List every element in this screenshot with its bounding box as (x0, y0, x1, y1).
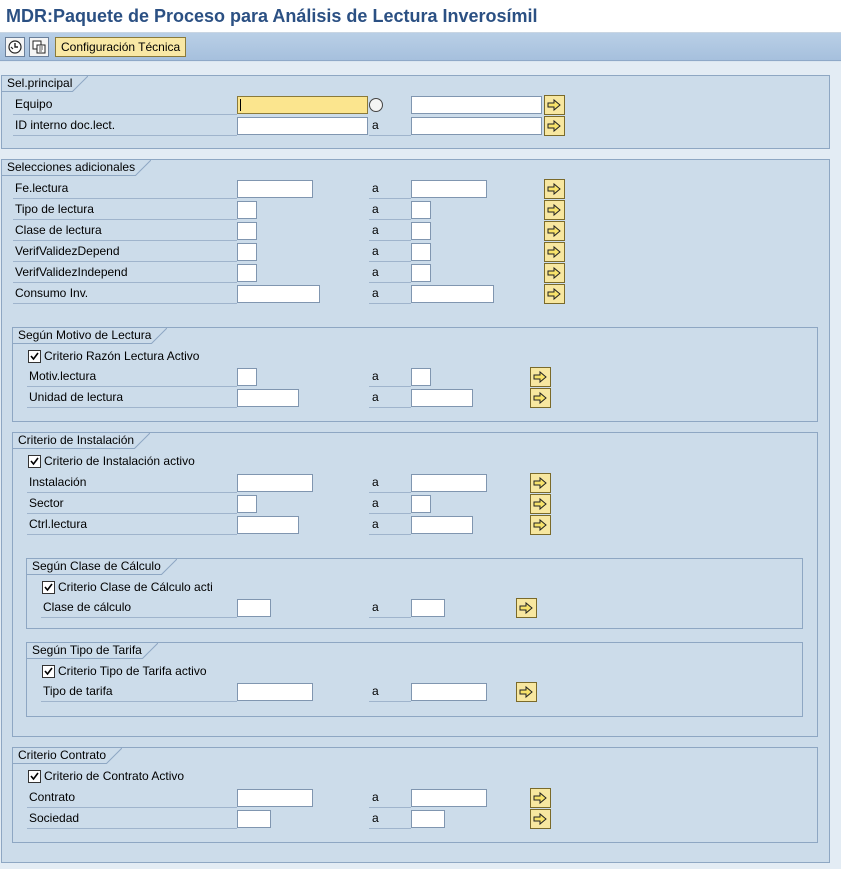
group-title (2, 160, 151, 176)
clase-calculo-multiple-selection-button[interactable] (516, 598, 537, 618)
checkbox-checked-icon (42, 581, 55, 594)
tariff-type-group (26, 642, 803, 717)
group-title-text: Selecciones adicionales (7, 160, 136, 174)
group-title (13, 748, 122, 764)
selection-screen (0, 62, 841, 869)
additional-selections-group (1, 159, 830, 863)
group-title (2, 76, 88, 92)
field-label-equipo: Equipo (13, 95, 237, 115)
clase-calculo-from-input[interactable] (237, 599, 271, 617)
calc-class-group (26, 558, 803, 629)
field-label-tipo-lectura: Tipo de lectura (13, 200, 237, 220)
arrow-right-icon (547, 119, 562, 133)
verif-depend-multiple-selection-button[interactable] (544, 242, 565, 262)
group-title-text: Según Tipo de Tarifa (32, 643, 142, 657)
sociedad-to-input[interactable] (411, 810, 445, 828)
title-tab-edge (72, 76, 88, 92)
verif-independ-to-input[interactable] (411, 264, 431, 282)
arrow-right-icon (533, 497, 548, 511)
checkbox-label: Criterio de Instalación activo (44, 454, 195, 468)
to-label: a (369, 116, 411, 136)
tipo-lectura-multiple-selection-button[interactable] (544, 200, 565, 220)
main-selection-group (1, 75, 830, 149)
tipo-tarifa-to-input[interactable] (411, 683, 487, 701)
to-label: a (369, 221, 411, 241)
arrow-right-icon (547, 224, 562, 238)
to-label: a (369, 179, 411, 199)
group-title-text: Sel.principal (7, 76, 73, 90)
group-title-text: Criterio de Instalación (18, 433, 135, 447)
verif-depend-to-input[interactable] (411, 243, 431, 261)
tipo-tarifa-multiple-selection-button[interactable] (516, 682, 537, 702)
group-title (13, 328, 167, 344)
fe-lectura-from-input[interactable] (237, 180, 313, 198)
unidad-lectura-to-input[interactable] (411, 389, 473, 407)
group-title (27, 559, 177, 575)
to-label: a (369, 473, 411, 493)
verif-independ-multiple-selection-button[interactable] (544, 263, 565, 283)
tipo-lectura-to-input[interactable] (411, 201, 431, 219)
id-interno-to-input[interactable] (411, 117, 542, 135)
unidad-lectura-from-input[interactable] (237, 389, 299, 407)
field-label-consumo-inv: Consumo Inv. (13, 284, 237, 304)
field-label-clase-calculo: Clase de cálculo (41, 598, 237, 618)
clase-calculo-to-input[interactable] (411, 599, 445, 617)
ctrl-lectura-from-input[interactable] (237, 516, 299, 534)
technical-settings-button[interactable]: Configuración Técnica (55, 37, 186, 57)
contrato-from-input[interactable] (237, 789, 313, 807)
fe-lectura-multiple-selection-button[interactable] (544, 179, 565, 199)
installation-criteria-group (12, 432, 818, 737)
consumo-inv-to-input[interactable] (411, 285, 494, 303)
execute-icon (8, 40, 22, 54)
arrow-right-icon (547, 287, 562, 301)
title-bar (0, 0, 841, 33)
id-interno-multiple-selection-button[interactable] (544, 116, 565, 136)
arrow-right-icon (519, 601, 534, 615)
equipo-multiple-selection-button[interactable] (544, 95, 565, 115)
field-label-tipo-tarifa: Tipo de tarifa (41, 682, 237, 702)
group-title (27, 643, 158, 659)
tipo-tarifa-from-input[interactable] (237, 683, 313, 701)
arrow-right-icon (533, 791, 548, 805)
title-tab-edge (142, 643, 158, 659)
title-tab-edge (134, 433, 150, 449)
group-title-text: Criterio Contrato (18, 748, 107, 762)
field-label-sociedad: Sociedad (27, 809, 237, 829)
verif-depend-from-input[interactable] (237, 243, 257, 261)
field-label-contrato: Contrato (27, 788, 237, 808)
arrow-right-icon (547, 266, 562, 280)
instalacion-to-input[interactable] (411, 474, 487, 492)
sector-multiple-selection-button[interactable] (530, 494, 551, 514)
application-toolbar (0, 33, 841, 61)
field-label-motiv-lectura: Motiv.lectura (27, 367, 237, 387)
consumo-inv-multiple-selection-button[interactable] (544, 284, 565, 304)
sector-to-input[interactable] (411, 495, 431, 513)
checkbox-label: Criterio Razón Lectura Activo (44, 349, 200, 363)
field-label-fe-lectura: Fe.lectura (13, 179, 237, 199)
checkbox-checked-icon (42, 665, 55, 678)
title-tab-edge (135, 160, 151, 176)
field-label-ctrl-lectura: Ctrl.lectura (27, 515, 237, 535)
arrow-right-icon (519, 685, 534, 699)
arrow-right-icon (547, 245, 562, 259)
contract-criteria-group (12, 747, 818, 843)
reading-reason-group (12, 327, 818, 422)
checkbox-label: Criterio Clase de Cálculo acti (58, 580, 213, 594)
sociedad-multiple-selection-button[interactable] (530, 809, 551, 829)
field-label-sector: Sector (27, 494, 237, 514)
variant-icon (32, 40, 46, 54)
arrow-right-icon (533, 518, 548, 532)
field-label-unidad-lectura: Unidad de lectura (27, 388, 237, 408)
field-label-verif-independ: VerifValidezIndepend (13, 263, 237, 283)
checkbox-label: Criterio Tipo de Tarifa activo (58, 664, 207, 678)
to-label: a (369, 809, 411, 829)
to-label: a (369, 242, 411, 262)
clase-lectura-multiple-selection-button[interactable] (544, 221, 565, 241)
field-label-verif-depend: VerifValidezDepend (13, 242, 237, 262)
title-tab-edge (151, 328, 167, 344)
title-tab-edge (161, 559, 177, 575)
ctrl-lectura-to-input[interactable] (411, 516, 473, 534)
fe-lectura-to-input[interactable] (411, 180, 487, 198)
arrow-right-icon (533, 391, 548, 405)
equipo-to-input[interactable] (411, 96, 542, 114)
clase-lectura-from-input[interactable] (237, 222, 257, 240)
multiple-selection-icon[interactable] (369, 98, 383, 112)
to-label: a (369, 598, 411, 618)
arrow-right-icon (533, 476, 548, 490)
checkbox-checked-icon (28, 455, 41, 468)
id-interno-from-input[interactable] (237, 117, 368, 135)
title-tab-edge (106, 748, 122, 764)
to-label: a (369, 263, 411, 283)
execute-button[interactable] (5, 37, 25, 57)
group-title-text: Según Clase de Cálculo (32, 559, 161, 573)
tipo-lectura-from-input[interactable] (237, 201, 257, 219)
clase-lectura-to-input[interactable] (411, 222, 431, 240)
sector-from-input[interactable] (237, 495, 257, 513)
arrow-right-icon (547, 182, 562, 196)
verif-independ-from-input[interactable] (237, 264, 257, 282)
motiv-lectura-multiple-selection-button[interactable] (530, 367, 551, 387)
field-label-clase-lectura: Clase de lectura (13, 221, 237, 241)
checkbox-checked-icon (28, 350, 41, 363)
consumo-inv-from-input[interactable] (237, 285, 320, 303)
field-label-instalacion: Instalación (27, 473, 237, 493)
motiv-lectura-from-input[interactable] (237, 368, 257, 386)
to-label: a (369, 200, 411, 220)
instalacion-multiple-selection-button[interactable] (530, 473, 551, 493)
to-label: a (369, 367, 411, 387)
to-label: a (369, 284, 411, 304)
contrato-multiple-selection-button[interactable] (530, 788, 551, 808)
get-variant-button[interactable] (29, 37, 49, 57)
instalacion-from-input[interactable] (237, 474, 313, 492)
checkbox-label: Criterio de Contrato Activo (44, 769, 185, 783)
group-title-text: Según Motivo de Lectura (18, 328, 152, 342)
unidad-lectura-multiple-selection-button[interactable] (530, 388, 551, 408)
motiv-lectura-to-input[interactable] (411, 368, 431, 386)
arrow-right-icon (547, 98, 562, 112)
equipo-from-input[interactable] (237, 96, 368, 114)
to-label: a (369, 388, 411, 408)
field-label-id-interno: ID interno doc.lect. (13, 116, 237, 136)
sociedad-from-input[interactable] (237, 810, 271, 828)
ctrl-lectura-multiple-selection-button[interactable] (530, 515, 551, 535)
checkbox-checked-icon (28, 770, 41, 783)
to-label: a (369, 788, 411, 808)
page-title: MDR:Paquete de Proceso para Análisis de Lectura Inverosímil (6, 6, 538, 26)
contrato-to-input[interactable] (411, 789, 487, 807)
to-label: a (369, 682, 411, 702)
arrow-right-icon (547, 203, 562, 217)
arrow-right-icon (533, 370, 548, 384)
group-title (13, 433, 150, 449)
to-label: a (369, 494, 411, 514)
to-label: a (369, 515, 411, 535)
arrow-right-icon (533, 812, 548, 826)
